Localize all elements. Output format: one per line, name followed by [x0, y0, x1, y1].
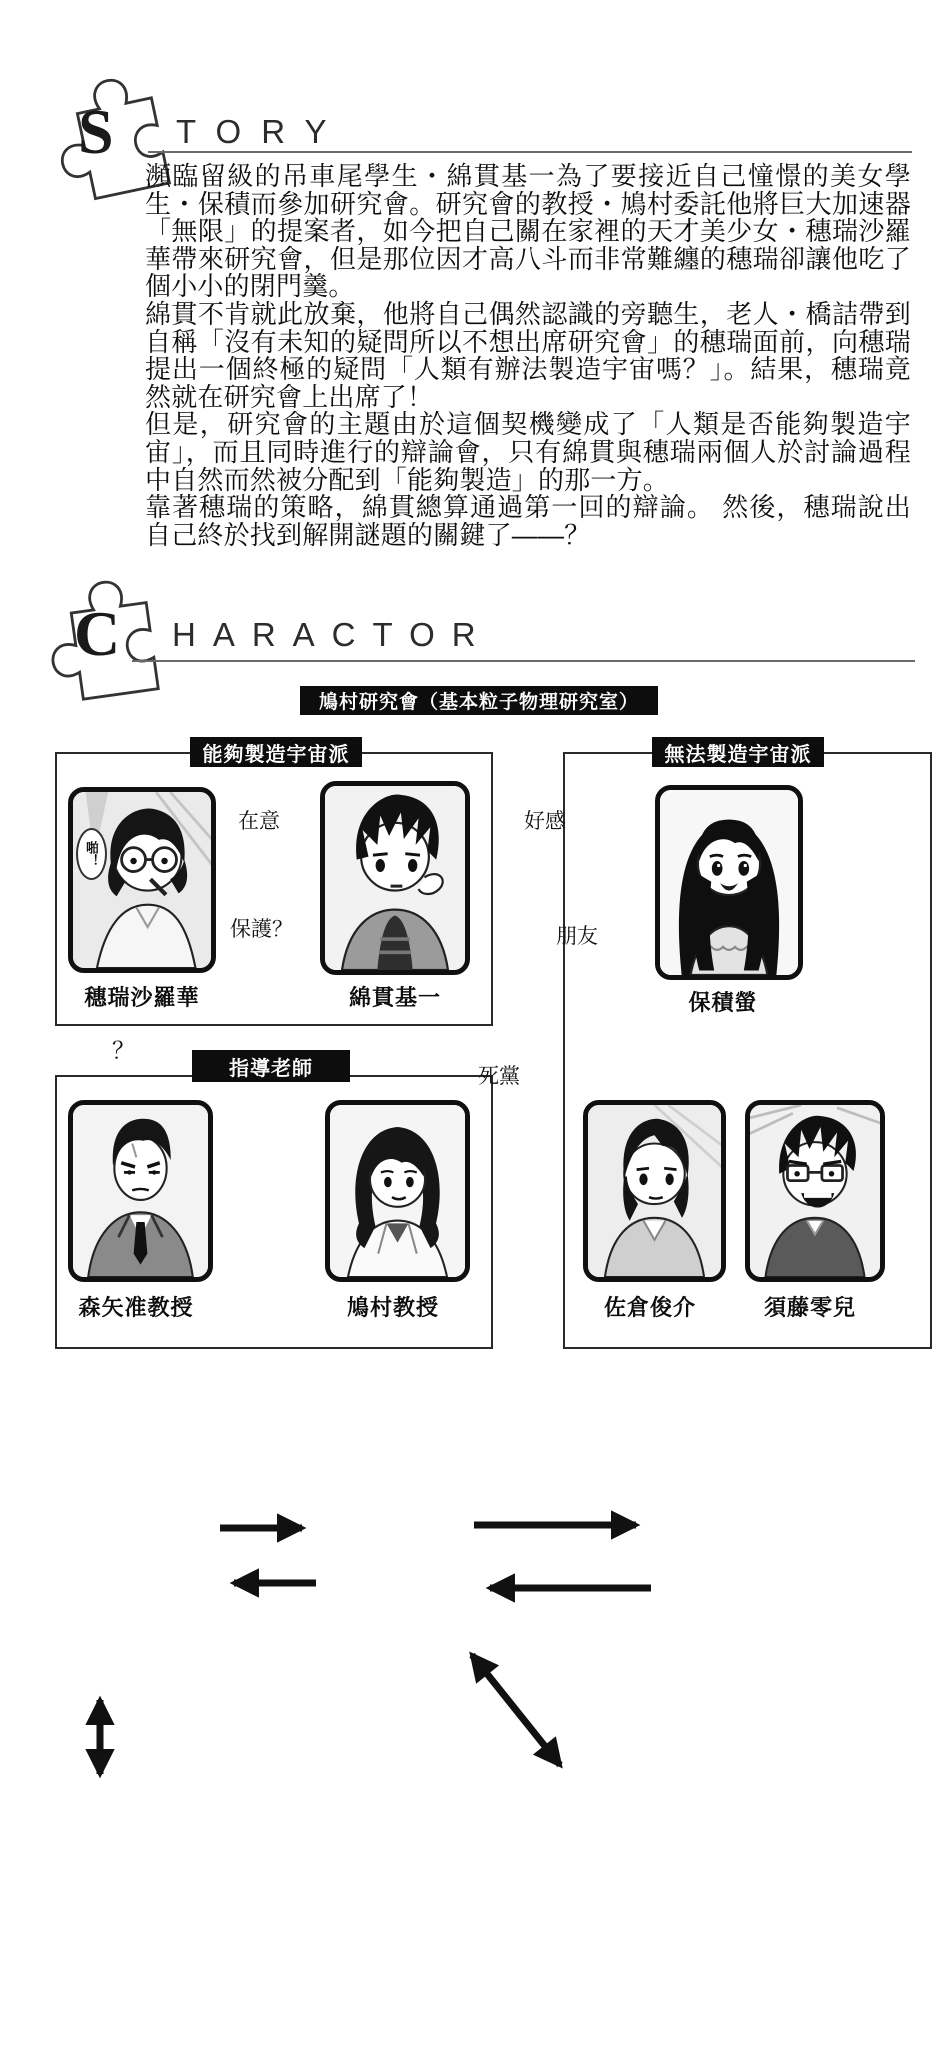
story-paragraph: 靠著穗瑞的策略，綿貫總算通過第一回的辯論。 然後，穗瑞說出自己終於找到解開謎題的關鍵了——？	[145, 492, 911, 550]
relation-label-question: ？	[112, 1037, 135, 1063]
story-paragraph: 瀕臨留級的吊車尾學生・綿貫基一為了要接近自己憧憬的美女學生・保積而參加研究會。研究會的教授・鳩村委託他將巨大加速器「無限」的提案者，如今把自己關在家裡的天才美少女・穗瑞沙羅華帶來研究會，但是那位因才高八斗而非常難纏的穗瑞卻讓他吃了個小小的閉門羹。	[145, 161, 911, 302]
speech-bubble: 啪！	[76, 828, 107, 880]
story-paragraph: 綿貫不肯就此放棄，他將自己偶然認識的旁聽生，老人・橋詰帶到自稱「沒有未知的疑問所以不想出席研究會」的穗瑞面前，向穗瑞提出一個終極的疑問「人類有辦法製造宇宙嗎？」。結果，穗瑞竟然就在研究會上出席了！	[145, 298, 911, 412]
relation-label-protects: 保護？	[230, 918, 293, 941]
relationship-diagram	[0, 680, 950, 1376]
story-header-rule	[148, 151, 912, 153]
char-name-hozumi-saraka: 穗瑞沙羅華	[84, 985, 200, 1010]
character-section-header	[0, 560, 950, 680]
character-initial-letter: C	[74, 598, 121, 669]
avatar-hozumi-hotaru-illustration	[660, 790, 798, 975]
group-label-can-create: 能夠製造宇宙派	[190, 737, 362, 767]
char-name-sudo-reiji: 須藤零兒	[763, 1295, 857, 1320]
avatar-sakura-shunsuke-illustration	[588, 1105, 721, 1277]
portrait-hozumi-hotaru	[655, 785, 803, 980]
character-header-rule	[132, 660, 915, 662]
char-name-moriya: 森矢准教授	[78, 1295, 194, 1320]
char-name-watanuki-kiichi: 綿貫基一	[348, 985, 442, 1010]
story-section	[0, 0, 950, 560]
group-label-teachers: 指導老師	[192, 1050, 350, 1082]
avatar-moriya-illustration	[73, 1105, 208, 1277]
avatar-sudo-reiji-illustration	[750, 1105, 880, 1277]
story-initial-letter: S	[78, 96, 114, 167]
avatar-hozumi-saraka-illustration	[73, 792, 211, 968]
avatar-watanuki-kiichi-illustration	[325, 786, 465, 970]
story-header-letters: TORY	[176, 113, 347, 150]
diagram-title: 鳩村研究會（基本粒子物理研究室）	[300, 686, 658, 715]
char-name-sakura-shunsuke: 佐倉俊介	[603, 1295, 697, 1320]
avatar-hatomura-illustration	[330, 1105, 465, 1277]
story-paragraph: 但是，研究會的主題由於這個契機變成了「人類是否能夠製造宇宙」，而且同時進行的辯論會，只有綿貫與穗瑞兩個人於討論過程中自然而然被分配到「能夠製造」的那一方。	[145, 409, 911, 495]
arrow-best-buddies	[472, 1655, 560, 1765]
relation-label-friends: 朋友	[556, 925, 598, 948]
relation-label-cares-about: 在意	[238, 810, 280, 833]
relation-label-best-buddies: 死黨	[478, 1065, 520, 1088]
relationship-arrows	[0, 1360, 950, 2056]
portrait-hatomura	[325, 1100, 470, 1282]
portrait-moriya	[68, 1100, 213, 1282]
char-name-hozumi-hotaru: 保積螢	[688, 990, 758, 1015]
portrait-sudo-reiji	[745, 1100, 885, 1282]
relation-label-affection: 好感	[524, 810, 566, 833]
story-synopsis	[145, 163, 911, 549]
character-header-letters: HARACTOR	[172, 616, 493, 653]
portrait-watanuki-kiichi	[320, 781, 470, 975]
portrait-hozumi-saraka	[68, 787, 216, 973]
char-name-hatomura: 鳩村教授	[346, 1295, 440, 1320]
group-label-cannot-create: 無法製造宇宙派	[652, 737, 824, 767]
portrait-sakura-shunsuke	[583, 1100, 726, 1282]
